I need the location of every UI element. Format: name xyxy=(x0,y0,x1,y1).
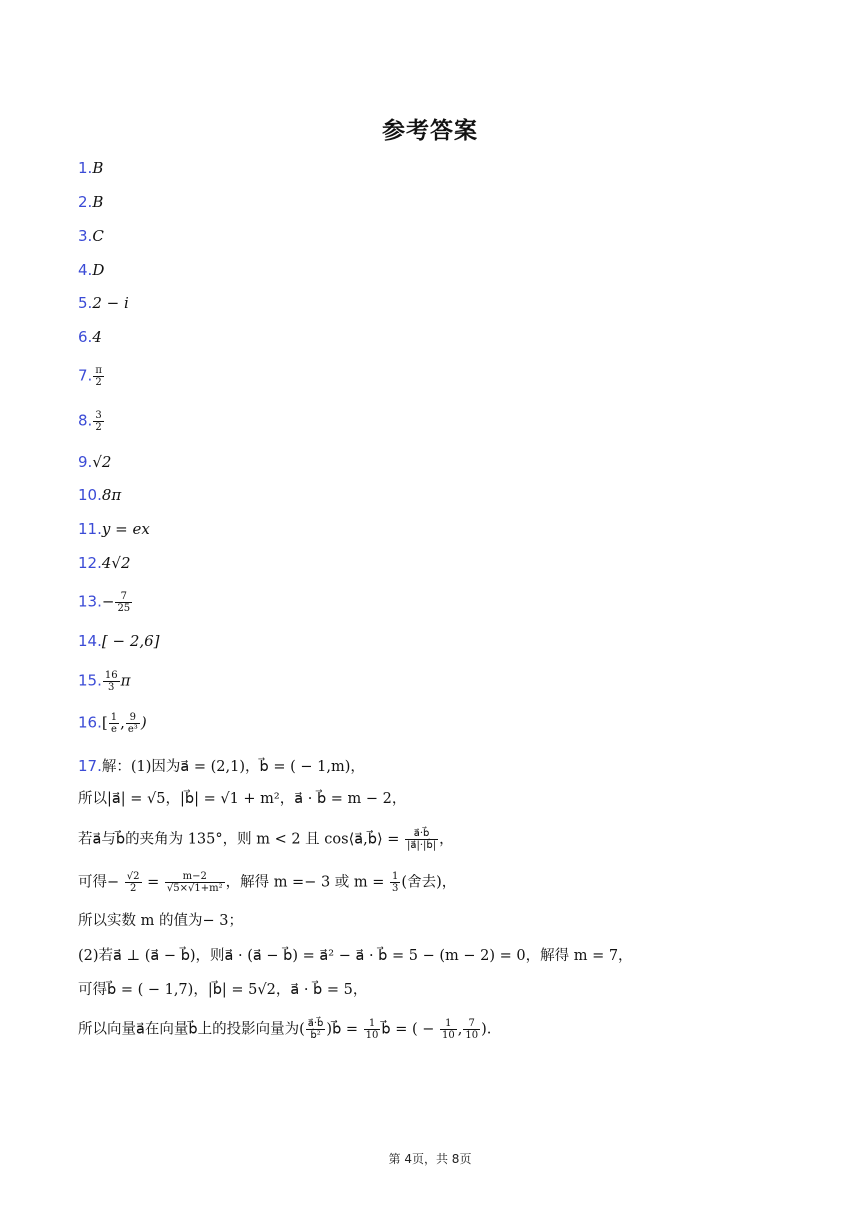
answer-value: √2 xyxy=(92,453,112,471)
answer-item xyxy=(78,452,111,472)
fraction: $\frac{3}{2}$ xyxy=(95,410,102,433)
answer-item xyxy=(78,226,104,246)
fraction: $\frac{16}{3}$ xyxy=(104,670,118,693)
page-title: 参考答案 xyxy=(382,118,478,144)
answer-number: 7. xyxy=(78,366,93,385)
answer-item xyxy=(78,591,133,614)
q17-line-3: 若a⃗与b⃗的夹角为 135°，则 m < 2 且 cos⟨a⃗,b⃗⟩ = $\frac{a⃗\cdot b⃗}{|a⃗|\cdot|b⃗|}$ ， xyxy=(78,828,454,851)
answer-number: 13. xyxy=(78,592,102,611)
fraction: $\frac{a⃗\cdot b⃗}{\text{b⃗²}}$ xyxy=(307,1018,324,1041)
answer-value: , xyxy=(120,713,125,732)
q17-line-7: 可得b⃗ = ( − 1,7)，|b⃗| = 5√2，a⃗ · b⃗ = 5， xyxy=(78,982,368,998)
answer-item xyxy=(78,670,130,693)
answer-value: π xyxy=(120,671,131,690)
answer-number: 2. xyxy=(78,193,93,211)
fraction: $\frac{\pi}{2}$ xyxy=(95,365,102,388)
answer-item xyxy=(78,365,105,388)
answer-value: D xyxy=(92,261,105,279)
answer-item xyxy=(78,485,121,505)
fraction: $\frac{1}{3}$ xyxy=(392,871,399,894)
answer-value: [ − 2,6] xyxy=(101,632,160,650)
fraction: $\frac{a⃗\cdot b⃗}{|a⃗|\cdot|b⃗|}$ xyxy=(406,828,437,851)
answer-value: 4 xyxy=(92,328,102,346)
fraction: $\frac{7}{10}$ xyxy=(465,1018,479,1041)
fraction: $\frac{1}{10}$ xyxy=(365,1018,379,1041)
answer-item xyxy=(78,192,103,212)
answer-number: 11. xyxy=(78,520,102,538)
page-footer: 第 4页，共 8页 xyxy=(388,1152,472,1166)
answer-value: B xyxy=(92,193,104,211)
answer-item xyxy=(78,631,160,651)
answer-value: B xyxy=(92,159,104,177)
answer-number: 17. xyxy=(78,757,102,775)
answer-value: 8π xyxy=(101,486,122,504)
answer-number: 16. xyxy=(78,713,102,732)
answer-number: 10. xyxy=(78,486,102,504)
answer-number: 5. xyxy=(78,294,93,312)
fraction: $\frac{1}{e}$ xyxy=(110,712,118,735)
answer-value: ) xyxy=(140,713,147,732)
answer-value: [ xyxy=(101,713,108,732)
answer-item xyxy=(78,519,150,539)
answer-number: 1. xyxy=(78,159,93,177)
answer-value: C xyxy=(92,227,104,245)
q17-line-4: 可得− $\frac{√2}{2}$ = $\frac{m-2}{\text{√5×√1+m²}}$ ，解得 m =− 3 或 m = $\frac{1}{3}$ (舍去)， xyxy=(78,871,457,894)
answer-number: 14. xyxy=(78,632,102,650)
answer-item xyxy=(78,260,104,280)
q17-line-1: 17.解：(1)因为a⃗ = (2,1)，b⃗ = ( − 1,m)， xyxy=(78,757,365,775)
answer-item xyxy=(78,712,147,735)
q17-line-5: 所以实数 m 的值为− 3； xyxy=(78,913,243,929)
answer-value: y = ex xyxy=(101,520,150,538)
answer-item xyxy=(78,327,102,347)
answer-value: 2 − i xyxy=(92,294,129,312)
answer-number: 15. xyxy=(78,671,102,690)
answer-number: 4. xyxy=(78,261,93,279)
answer-number: 9. xyxy=(78,453,93,471)
answer-value: 4√2 xyxy=(101,554,131,572)
answer-number: 12. xyxy=(78,554,102,572)
answer-value: − xyxy=(101,592,115,611)
answer-number: 3. xyxy=(78,227,93,245)
answer-number: 6. xyxy=(78,328,93,346)
fraction: $\frac{1}{10}$ xyxy=(441,1018,455,1041)
answer-item xyxy=(78,410,105,433)
q17-line-6: (2)若a⃗ ⊥ (a⃗ − b⃗)，则a⃗ · (a⃗ − b⃗) = a⃗² − a⃗ · b⃗ = 5 − (m − 2) = 0，解得 m = 7， xyxy=(78,948,633,964)
answer-number: 8. xyxy=(78,411,93,430)
answer-item xyxy=(78,293,129,313)
fraction: $\frac{9}{\text{e³}}$ xyxy=(127,712,138,735)
fraction: $\frac{7}{25}$ xyxy=(117,591,131,614)
answer-item xyxy=(78,553,131,573)
q17-line-8: 所以向量a⃗在向量b⃗上的投影向量为( $\frac{a⃗\cdot b⃗}{\text{b⃗²}}$ )b⃗ = $\frac{1}{10}$ b⃗ = ( − $\frac{1}{10}$ , $\frac{7}{10}$ ). xyxy=(78,1018,492,1041)
fraction: $\frac{√2}{2}$ xyxy=(126,871,140,894)
q17-line-2: 所以|a⃗| = √5，|b⃗| = √1 + m²，a⃗ · b⃗ = m − 2， xyxy=(78,791,407,807)
answer-item xyxy=(78,158,103,178)
fraction: $\frac{m-2}{\text{√5×√1+m²}}$ xyxy=(166,871,223,894)
